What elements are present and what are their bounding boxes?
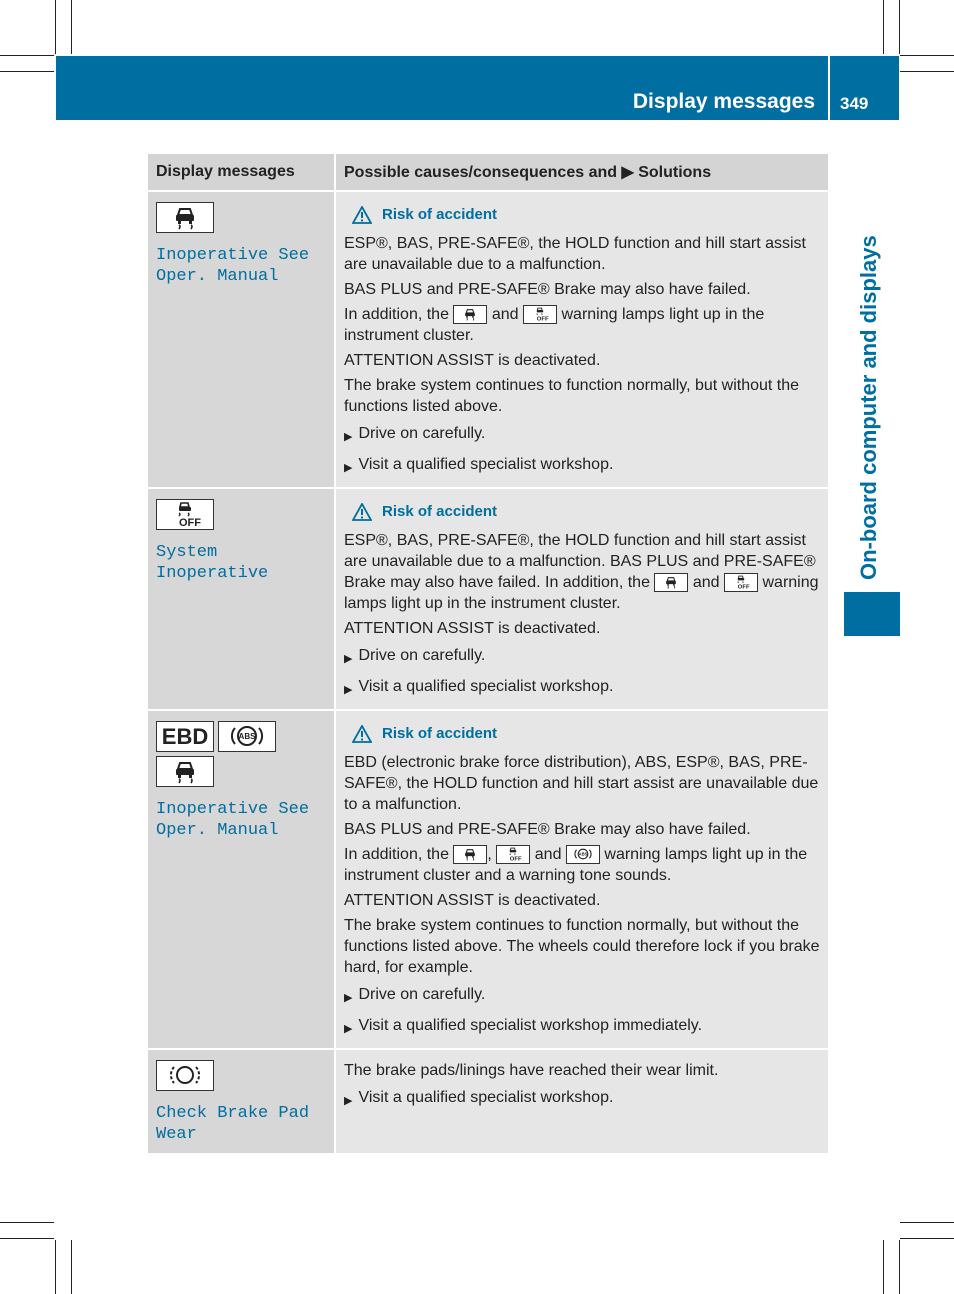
table-row [148,191,828,488]
cause-text: ATTENTION ASSIST is deactivated. [344,620,601,637]
crop-mark [883,1240,884,1294]
esp-warning-icon [453,845,487,864]
crop-mark [71,0,72,54]
bullet-arrow-icon: ▶ [344,462,353,474]
message-cell [148,710,335,1049]
table-row [148,1049,828,1153]
cause-text: ESP®, BAS, PRE-SAFE®, the HOLD function and hill start assist are unavailable due to a malfunction. [344,235,806,273]
causes-cell [335,488,828,710]
display-message-text: Inoperative See Oper. Manual [156,800,310,840]
solution-item: ▶ Visit a qualified specialist workshop. [344,1087,820,1112]
section-tab-marker [844,592,900,636]
esp-warning-icon [156,202,214,233]
solution-item: ▶ Visit a qualified specialist workshop immediately. [344,1015,820,1040]
risk-label: Risk of accident [382,725,498,742]
bullet-arrow-icon: ▶ [344,431,353,443]
bullet-arrow-icon: ▶ [344,1023,353,1035]
warning-triangle-icon [352,725,372,743]
bullet-arrow-icon: ▶ [344,653,353,665]
message-cell [148,191,335,488]
cause-text: ATTENTION ASSIST is deactivated. [344,352,601,369]
esp-off-icon [496,845,530,864]
section-tab-label: On-board computer and displays [856,235,881,580]
crop-mark [900,71,954,72]
display-message-text: Inoperative See Oper. Manual [156,246,310,286]
solution-item: ▶ Drive on carefully. [344,423,820,448]
risk-warning [352,501,820,522]
display-message-text: System Inoperative [156,543,269,583]
crop-mark [71,1240,72,1294]
display-message-text: Check Brake Pad Wear [156,1104,310,1144]
causes-cell [335,1049,828,1153]
cause-text: ATTENTION ASSIST is deactivated. [344,892,601,909]
risk-label: Risk of accident [382,206,498,223]
header-bar [56,56,899,120]
risk-warning [352,204,820,225]
crop-mark [0,71,54,72]
crop-mark [900,55,954,56]
cause-text: The brake system continues to function normally, but without the functions listed above. [344,377,800,415]
warning-triangle-icon [352,503,372,521]
crop-mark [883,0,884,54]
cause-text: The brake pads/linings have reached their wear limit. [344,1062,719,1079]
esp-warning-icon [654,573,688,592]
crop-mark [0,1222,54,1223]
risk-label: Risk of accident [382,503,498,520]
cause-text: In addition, the , and warning lamps light up in the instrument cluster and a warning tone sounds. [344,846,808,884]
risk-warning [352,723,820,744]
page-number: 349 [840,94,869,113]
bullet-arrow-icon: ▶ [344,1095,353,1107]
crop-mark [0,1238,54,1239]
header-divider [828,56,830,120]
ebd-icon: EBD [156,721,214,752]
message-cell [148,1049,335,1153]
crop-mark [899,0,900,54]
bullet-arrow-icon: ▶ [344,992,353,1004]
crop-mark [899,1240,900,1294]
cause-text: BAS PLUS and PRE-SAFE® Brake may also have failed. [344,821,751,838]
abs-icon [566,845,600,864]
esp-off-icon [523,305,557,324]
cause-text: EBD (electronic brake force distribution), ABS, ESP®, BAS, PRE-SAFE®, the HOLD function and hill start assist are unavailable due to a malfunction. [344,754,819,813]
esp-warning-icon [453,305,487,324]
esp-warning-icon [156,756,214,787]
cause-text: ESP®, BAS, PRE-SAFE®, the HOLD function and hill start assist are unavailable due to a malfunction. BAS PLUS and PRE-SAFE® Brake may also have failed. In addition, the and warning lamps light up in the instrument cluster. [344,532,819,612]
crop-mark [55,1240,56,1294]
cause-text: In addition, the and warning lamps light up in the instrument cluster. [344,306,765,344]
esp-off-icon [724,573,758,592]
causes-cell [335,191,828,488]
display-messages-table [148,154,828,1153]
solution-item: ▶ Visit a qualified specialist workshop. [344,454,820,479]
table-row [148,488,828,710]
column-header-messages: Display messages [148,154,335,191]
solution-item: ▶ Drive on carefully. [344,645,820,670]
solution-item: ▶ Drive on carefully. [344,984,820,1009]
page-title: Display messages [632,90,815,113]
message-cell [148,488,335,710]
solution-item: ▶ Visit a qualified specialist workshop. [344,676,820,701]
brake-pad-wear-icon [156,1060,214,1091]
esp-off-icon [156,499,214,530]
crop-mark [0,55,54,56]
crop-mark [900,1238,954,1239]
table-row [148,710,828,1049]
column-header-causes: Possible causes/consequences and ▶ Solutions [335,154,828,191]
causes-cell [335,710,828,1049]
cause-text: The brake system continues to function normally, but without the functions listed above. The wheels could therefore lock if you brake hard, for example. [344,917,820,976]
crop-mark [900,1222,954,1223]
cause-text: BAS PLUS and PRE-SAFE® Brake may also have failed. [344,281,751,298]
warning-triangle-icon [352,206,372,224]
crop-mark [55,0,56,54]
abs-icon [218,721,276,752]
bullet-arrow-icon: ▶ [344,684,353,696]
